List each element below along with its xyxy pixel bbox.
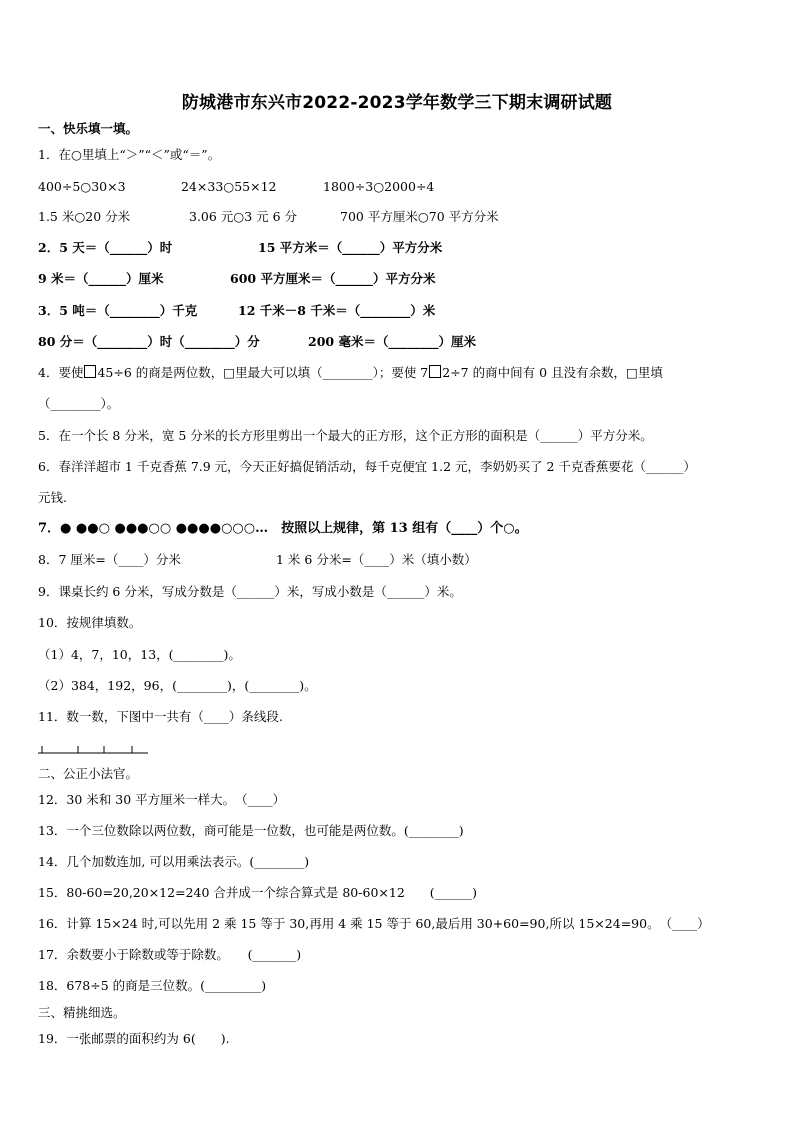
q1-r1-c: 1800÷3○2000÷4: [323, 179, 435, 194]
q3-c: 80 分＝（________）时（________）分: [38, 334, 260, 349]
q6-a: 6．春洋洋超市 1 千克香蕉 7.9 元，今天正好搞促销活动，每千克便宜 1.2 元，李奶奶买了 2 千克香蕉要花（______）: [38, 459, 696, 474]
q2-d: 600 平方厘米＝（______）平方分米: [230, 271, 436, 286]
q6-b: 元钱.: [38, 490, 67, 505]
section-3-heading: 三、精挑细选。: [38, 1005, 126, 1020]
q1-r1-a: 400÷5○30×3: [38, 179, 126, 194]
q14: 14．几个加数连加, 可以用乘法表示。(________): [38, 854, 310, 869]
q2-c: 9 米＝（______）厘米: [38, 271, 164, 286]
page-title: 防城港市东兴市2022-2023学年数学三下期末调研试题: [181, 93, 613, 113]
q11: 11．数一数，下图中一共有（____）条线段.: [38, 709, 283, 724]
q4-line2: （________）。: [38, 396, 120, 411]
q4-part2: 45÷6 的商是两位数，□里最大可以填（________）；要使 7: [97, 365, 429, 380]
q3-d: 200 毫米＝（________）厘米: [308, 334, 476, 349]
section-1-heading: 一、快乐填一填。: [38, 121, 139, 136]
q4-part1: 4．要使: [38, 365, 84, 380]
q15: 15．80-60=20,20×12=240 合并成一个综合算式是 80-60×12 (______): [38, 885, 478, 900]
q8-a: 8．7 厘米=（____）分米: [38, 552, 181, 567]
q12: 12．30 米和 30 平方厘米一样大。 （____）: [38, 792, 286, 807]
q3-a: 3．5 吨＝（________）千克: [38, 303, 198, 318]
q5: 5．在一个长 8 分米，宽 5 分米的长方形里剪出一个最大的正方形，这个正方形的面积是（______）平方分米。: [38, 428, 653, 443]
q1-r2-b: 3.06 元○3 元 6 分: [189, 209, 298, 224]
q2-a: 2．5 天＝（______）时: [38, 240, 173, 255]
blank-box-icon: [84, 365, 96, 378]
q10-a: （1）4，7，10，13，(________)。: [38, 647, 241, 662]
q8-b: 1 米 6 分米=（____）米（填小数）: [276, 552, 477, 567]
q2-b: 15 平方米＝（______）平方分米: [258, 240, 443, 255]
q7: 7．● ●●○ ●●●○○ ●●●●○○○… 按照以上规律，第 13 组有（____）个○。: [38, 521, 528, 536]
q1-r2-c: 700 平方厘米○70 平方分米: [340, 209, 499, 224]
q10-b: （2）384，192，96，(________)，(________)。: [38, 678, 317, 693]
q13: 13．一个三位数除以两位数，商可能是一位数，也可能是两位数。(________): [38, 823, 464, 838]
q3-b: 12 千米－8 千米＝（________）米: [238, 303, 436, 318]
q1-r2-a: 1.5 米○20 分米: [38, 209, 131, 224]
line-segment-figure: [38, 744, 150, 756]
q16: 16．计算 15×24 时,可以先用 2 乘 15 等于 30,再用 4 乘 15 等于 60,最后用 30+60=90,所以 15×24=90。 （____）: [38, 916, 710, 931]
q1-stem: 1．在○里填上“＞”“＜”或“＝”。: [38, 147, 221, 162]
section-2-heading: 二、公正小法官。: [38, 766, 139, 781]
q10-stem: 10．按规律填数。: [38, 615, 142, 630]
q9: 9．课桌长约 6 分米，写成分数是（______）米，写成小数是（______）米。: [38, 584, 462, 599]
q19: 19．一张邮票的面积约为 6( ).: [38, 1031, 230, 1046]
q4-part3: 2÷7 的商中间有 0 且没有余数，□里填: [442, 365, 663, 380]
q4-line1: [38, 365, 663, 381]
blank-box-icon: [429, 365, 441, 378]
q18: 18．678÷5 的商是三位数。(_________): [38, 978, 267, 993]
q17: 17．余数要小于除数或等于除数。 (_______): [38, 947, 302, 962]
q1-r1-b: 24×33○55×12: [181, 179, 277, 194]
